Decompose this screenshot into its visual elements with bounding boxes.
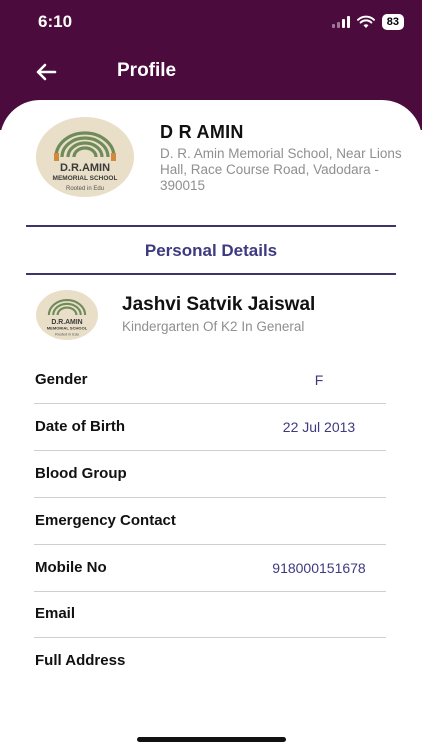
detail-row-mobile [34,545,386,592]
home-indicator[interactable] [137,737,286,742]
detail-label: Blood Group [35,465,127,482]
avatar-logo-motto: Rooted in Edu [55,332,79,337]
logo-subtext: MEMORIAL SCHOOL [52,175,118,182]
section-title: Personal Details [144,241,278,260]
detail-row-full-address [34,638,386,684]
detail-row-email [34,591,386,638]
detail-label: Mobile No [35,559,107,576]
detail-row-gender [34,357,386,404]
detail-label: Email [35,605,76,622]
detail-label: Date of Birth [35,418,125,435]
wifi-icon [357,15,375,29]
page-title: Profile [117,60,177,81]
divider-top [26,225,396,227]
school-logo [36,117,134,197]
detail-label: Gender [35,371,88,388]
student-avatar [36,290,98,340]
detail-row-dob [34,404,386,451]
status-time: 6:10 [38,12,73,31]
detail-row-blood-group [34,451,386,498]
status-icons [332,12,404,32]
back-button[interactable] [32,60,60,84]
school-name: D R AMIN [160,122,244,142]
detail-label: Full Address [35,652,126,669]
arrow-left-icon [35,63,57,81]
school-address: D. R. Amin Memorial School, Near Lions Hall, Race Course Road, Vadodara - 390015 [160,146,402,193]
detail-value: 22 Jul 2013 [282,419,356,435]
avatar-logo-subtext: MEMORIAL SCHOOL [46,325,88,331]
detail-value: 918000151678 [272,560,366,576]
signal-icon [332,16,350,28]
avatar-logo-text: D.R.AMIN [51,318,83,326]
logo-text: D.R.AMIN [59,162,111,174]
logo-motto: Rooted in Edu [65,186,105,192]
detail-value: F [314,372,324,388]
detail-label: Emergency Contact [35,512,176,529]
divider-bottom [26,273,396,275]
student-name: Jashvi Satvik Jaiswal [122,294,316,315]
student-class: Kindergarten Of K2 In General [122,319,305,334]
detail-row-emergency-contact [34,498,386,545]
battery-icon: 83 [382,14,404,30]
